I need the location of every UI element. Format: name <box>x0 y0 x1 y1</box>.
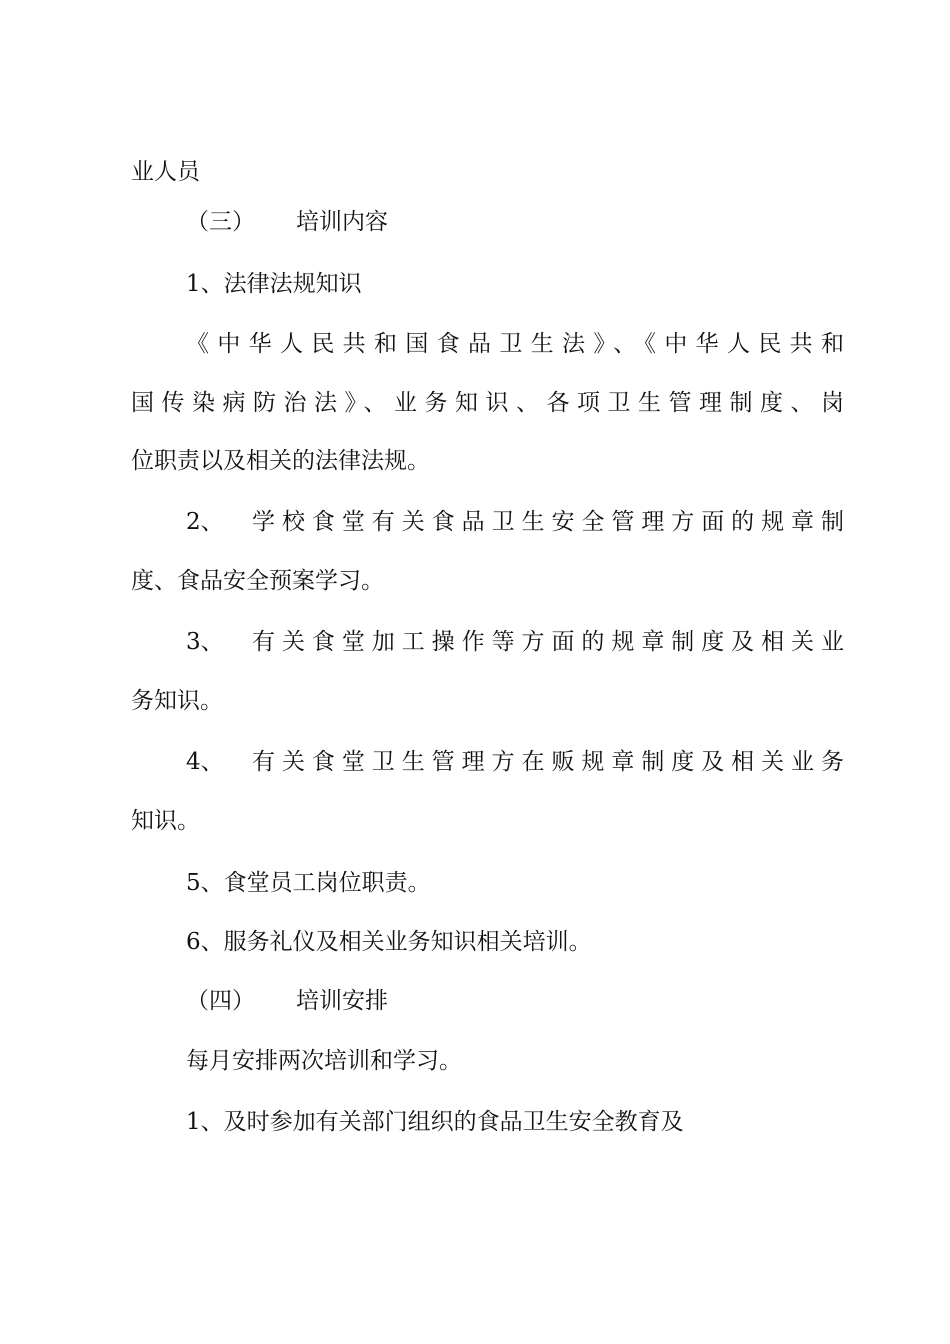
section-heading-3 <box>186 207 388 237</box>
section-title: 培训安排 <box>296 988 388 1014</box>
list-item: 1、及时参加有关部门组织的食品卫生安全教育及 <box>186 1109 684 1135</box>
list-item-heading: 1、法律法规知识 <box>186 271 362 297</box>
section-number: （三） <box>186 209 255 235</box>
list-item <box>186 507 844 537</box>
list-item: 6、服务礼仪及相关业务知识相关培训。 <box>186 929 592 955</box>
list-text: 学校食堂有关食品卫生安全管理方面的规章制 <box>252 509 844 535</box>
paragraph-line: 每月安排两次培训和学习。 <box>186 1048 462 1074</box>
section-number: （四） <box>186 988 255 1014</box>
list-item <box>186 747 844 777</box>
list-text: 有关食堂加工操作等方面的规章制度及相关业 <box>252 629 844 655</box>
list-number: 4、 <box>186 749 224 775</box>
paragraph-line: 知识。 <box>131 808 200 834</box>
list-number: 2、 <box>186 509 224 535</box>
section-title: 培训内容 <box>296 209 388 235</box>
paragraph-line: 国传染病防治法》、业务知识、各项卫生管理制度、岗 <box>131 390 844 416</box>
paragraph-line: 业人员 <box>131 159 200 185</box>
list-number: 3、 <box>186 629 224 655</box>
paragraph-line: 位职责以及相关的法律法规。 <box>131 448 430 474</box>
list-item: 5、食堂员工岗位职责。 <box>186 870 431 896</box>
paragraph-line: 《中华人民共和国食品卫生法》、《中华人民共和 <box>186 331 844 357</box>
list-item <box>186 627 844 657</box>
list-text: 有关食堂卫生管理方在贩规章制度及相关业务 <box>252 749 844 775</box>
section-heading-4 <box>186 986 388 1016</box>
paragraph-line: 度、食品安全预案学习。 <box>131 568 384 594</box>
paragraph-line: 务知识。 <box>131 688 223 714</box>
